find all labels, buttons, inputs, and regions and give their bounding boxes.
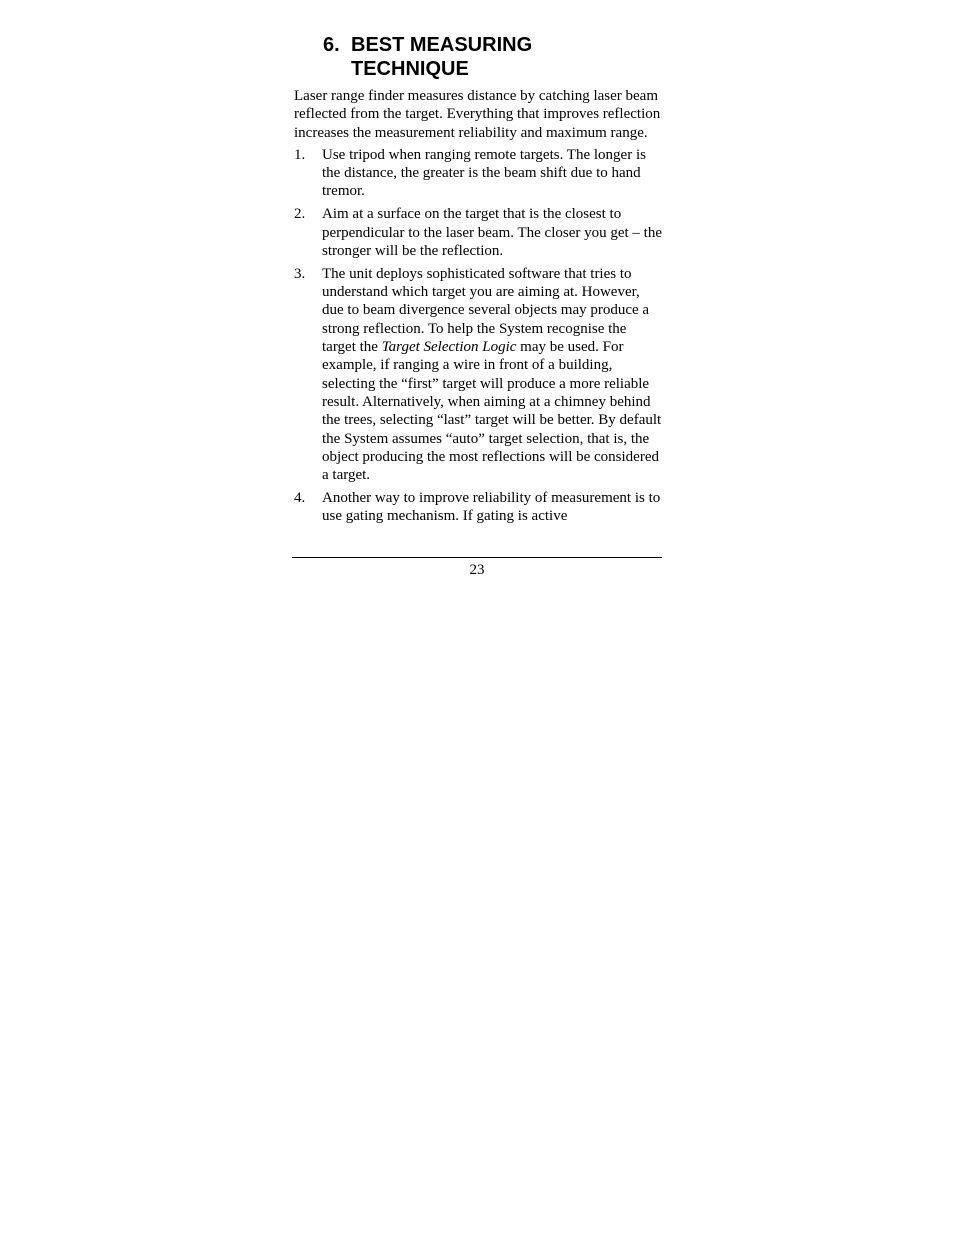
list-marker: 1. [294, 146, 306, 163]
list-item-text: Another way to improve reliability of measurement is to use gating mechanism. If gating is active [322, 490, 661, 525]
section-number: 6. [323, 34, 340, 56]
list-item [294, 205, 662, 260]
list-marker: 2. [294, 206, 306, 223]
section-title: BEST MEASURING TECHNIQUE [351, 34, 533, 80]
list-item [294, 146, 662, 201]
list-marker: 3. [294, 265, 306, 282]
list-item-text: Aim at a surface on the target that is the closest to perpendicular to the laser beam. The closer you get – the stronger will be the reflection. [322, 206, 663, 259]
list-item-text: Use tripod when ranging remote targets. The longer is the distance, the greater is the beam shift due to hand tremor. [322, 146, 646, 200]
list-item [294, 489, 662, 526]
technique-list [294, 146, 662, 526]
section-heading [323, 33, 662, 81]
page-content [294, 33, 662, 530]
italic-term: Target Selection Logic [381, 339, 517, 356]
list-marker: 4. [294, 490, 306, 507]
footer-divider [292, 557, 662, 558]
list-item-text-part: may be used. For example, if ranging a wire in front of a building, selecting the “first” target will produce a more reliable result. Alternatively, when aiming at a chimney behind the trees, selecting “last” target will be better. By default the System assumes “auto” target selection, that is, the object producing the most reflections will be considered a target. [322, 339, 662, 484]
list-item [294, 265, 662, 485]
intro-paragraph: Laser range finder measures distance by catching laser beam reflected from the target. Everything that improves reflection increases the measurement reliability and maximum range. [294, 88, 661, 141]
page-number: 23 [469, 562, 485, 578]
list-item-text [322, 265, 662, 485]
list-item-text-part: The unit deploys sophisticated software that tries to understand which target you are aiming at. However, due to beam divergence several objects may produce a strong reflection. To help the System recognise the target the [322, 265, 650, 356]
